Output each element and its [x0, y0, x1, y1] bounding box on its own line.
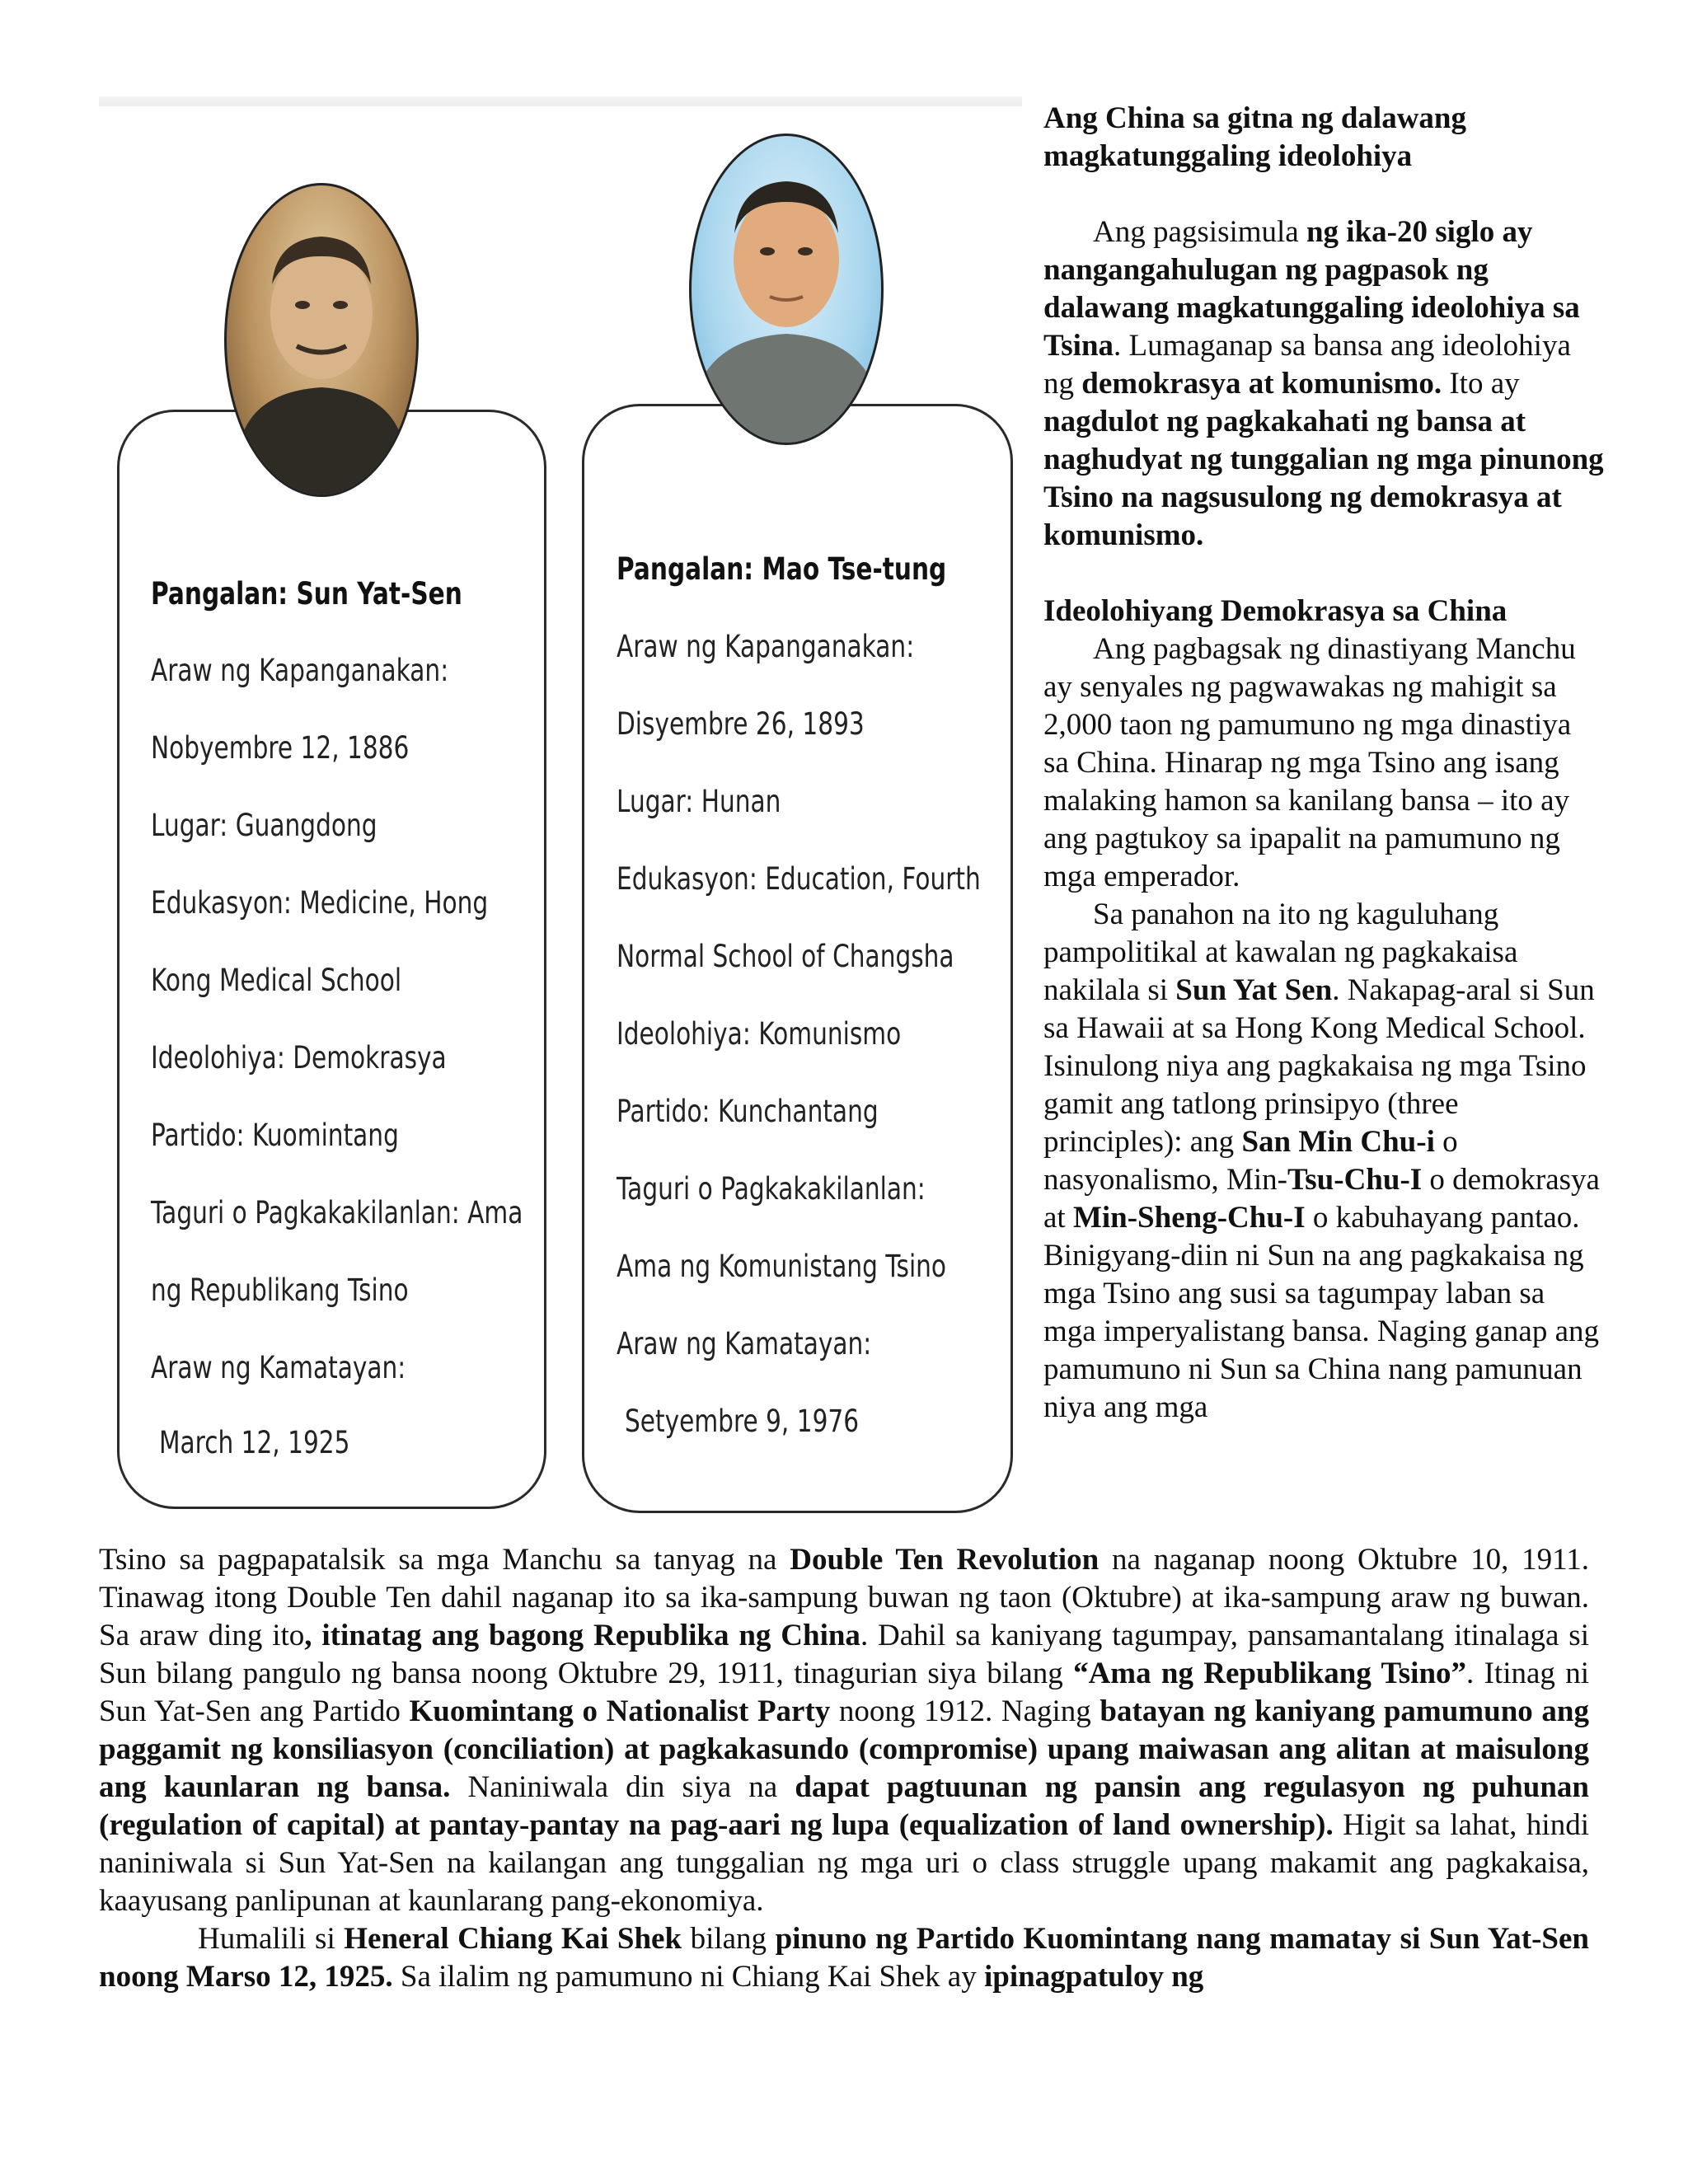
mao-party: Partido: Kunchantang	[617, 1094, 879, 1129]
mao-ideology: Ideolohiya: Komunismo	[617, 1016, 902, 1052]
article-full-width	[99, 1541, 1589, 1996]
sun-party: Partido: Kuomintang	[151, 1118, 399, 1153]
double-ten-paragraph: Tsino sa pagpapatalsik sa mga Manchu sa tanyag na Double Ten Revolution na naganap noong Oktubre 10, 1911. Tinawag itong Double Ten dahil naganap ito sa ika-sampung buwan ng taon (Oktubre) at ika-sampung araw ng buwan. Sa araw ding ito, itinatag ang bagong Republika ng China. Dahil sa kaniyang tagumpay, pansamantalang itinalaga si Sun bilang pangulo ng bansa noong Oktubre 29, 1911, tinagurian siya bilang “Ama ng Republikang Tsino”. Itinag ni Sun Yat-Sen ang Partido Kuomintang o Nationalist Party noong 1912. Naging batayan ng kaniyang pamumuno ang paggamit ng konsiliasyon (conciliation) at pagkakasundo (compromise) upang maiwasan ang alitan at maisulong ang kaunlaran ng bansa. Naniniwala din siya na dapat pagtuunan ng pansin ang regulasyon ng puhunan (regulation of capital) at pantay-pantay na pag-aari ng lupa (equalization of land ownership). Higit sa lahat, hindi naniniwala si Sun Yat-Sen na kailangan ang tunggalian ng mga uri o class struggle upang makamit ang pagkakaisa, kaayusang panlipunan at kaunlarang pang-ekonomiya.	[99, 1543, 1590, 1918]
sun-title-2: ng Republikang Tsino	[151, 1272, 409, 1308]
mao-birth-label: Araw ng Kapanganakan:	[617, 629, 915, 664]
section-heading: Ideolohiyang Demokrasya sa China	[1043, 594, 1507, 628]
intro-paragraph: Ang pagsisimula ng ika-20 siglo ay nangangahulugan ng pagpasok ng dalawang magkatunggaling ideolohiya sa Tsina. Lumaganap sa bansa ang ideolohiya ng demokrasya at komunismo. Ito ay nagdulot ng pagkakahati ng bansa at naghudyat ng tunggalian ng mga pinunong Tsino na nagsusulong ng demokrasya at komunismo.	[1043, 215, 1604, 552]
sun-death-date: March 12, 1925	[159, 1425, 350, 1460]
sun-name: Pangalan: Sun Yat-Sen	[151, 576, 462, 612]
mao-death-label: Araw ng Kamatayan:	[617, 1326, 872, 1361]
sun-place: Lugar: Guangdong	[151, 808, 377, 843]
mao-title-1: Taguri o Pagkakakilanlan:	[617, 1171, 926, 1207]
mao-title-2: Ama ng Komunistang Tsino	[617, 1249, 947, 1284]
mao-place: Lugar: Hunan	[617, 784, 781, 819]
chiang-kai-shek-paragraph: Humalili si Heneral Chiang Kai Shek bilang pinuno ng Partido Kuomintang nang mamatay si Sun Yat-Sen noong Marso 12, 1925. Sa ilalim ng pamumuno ni Chiang Kai Shek ay ipinagpatuloy ng	[99, 1922, 1589, 1994]
sun-death-label: Araw ng Kamatayan:	[151, 1350, 406, 1385]
sun-birth-date: Nobyembre 12, 1886	[151, 730, 410, 766]
mao-tse-tung-portrait	[689, 134, 884, 445]
sun-ideology: Ideolohiya: Demokrasya	[151, 1040, 447, 1076]
top-divider	[99, 96, 1022, 106]
mao-death-date: Setyembre 9, 1976	[625, 1404, 860, 1439]
sun-yat-sen-portrait	[224, 183, 419, 497]
article-heading: Ang China sa gitna ng dalawang magkatunggaling ideolohiya	[1043, 101, 1467, 173]
mao-education-1: Edukasyon: Education, Fourth	[617, 861, 981, 897]
sun-education-2: Kong Medical School	[151, 963, 402, 998]
sun-birth-label: Araw ng Kapanganakan:	[151, 653, 449, 688]
sun-yat-sen-paragraph: Sa panahon na ito ng kaguluhang pampolitikal at kawalan ng pagkakaisa nakilala si Sun Yat Sen. Nakapag-aral si Sun sa Hawaii at sa Hong Kong Medical School. Isinulong niya ang pagkakaisa ng mga Tsino gamit ang tatlong prinsipyo (three principles): ang San Min Chu-i o nasyonalismo, Min-Tsu-Chu-I o demokrasya at Min-Sheng-Chu-I o kabuhayang pantao. Binigyang-diin ni Sun na ang pagkakaisa ng mga Tsino ang susi sa tagumpay laban sa mga imperyalistang bansa. Naging ganap ang pamumuno ni Sun sa China nang pamunuan niya ang mga	[1043, 898, 1600, 1424]
mao-birth-date: Disyembre 26, 1893	[617, 706, 865, 742]
mao-education-2: Normal School of Changsha	[617, 939, 954, 974]
manchu-paragraph: Ang pagbagsak ng dinastiyang Manchu ay senyales ng pagwawakas ng mahigit sa 2,000 taon ng pamumuno ng mga dinastiya sa China. Hinarap ng mga Tsino ang isang malaking hamon sa kanilang bansa – ito ay ang pagtukoy sa ipapalit na pamumuno ng mga emperador.	[1043, 632, 1576, 893]
article-right-column	[1043, 100, 1604, 1427]
mao-name: Pangalan: Mao Tse-tung	[617, 551, 947, 587]
sun-education-1: Edukasyon: Medicine, Hong	[151, 885, 489, 921]
sun-title-1: Taguri o Pagkakakilanlan: Ama	[151, 1195, 523, 1230]
sun-yat-sen-card	[117, 410, 546, 1509]
